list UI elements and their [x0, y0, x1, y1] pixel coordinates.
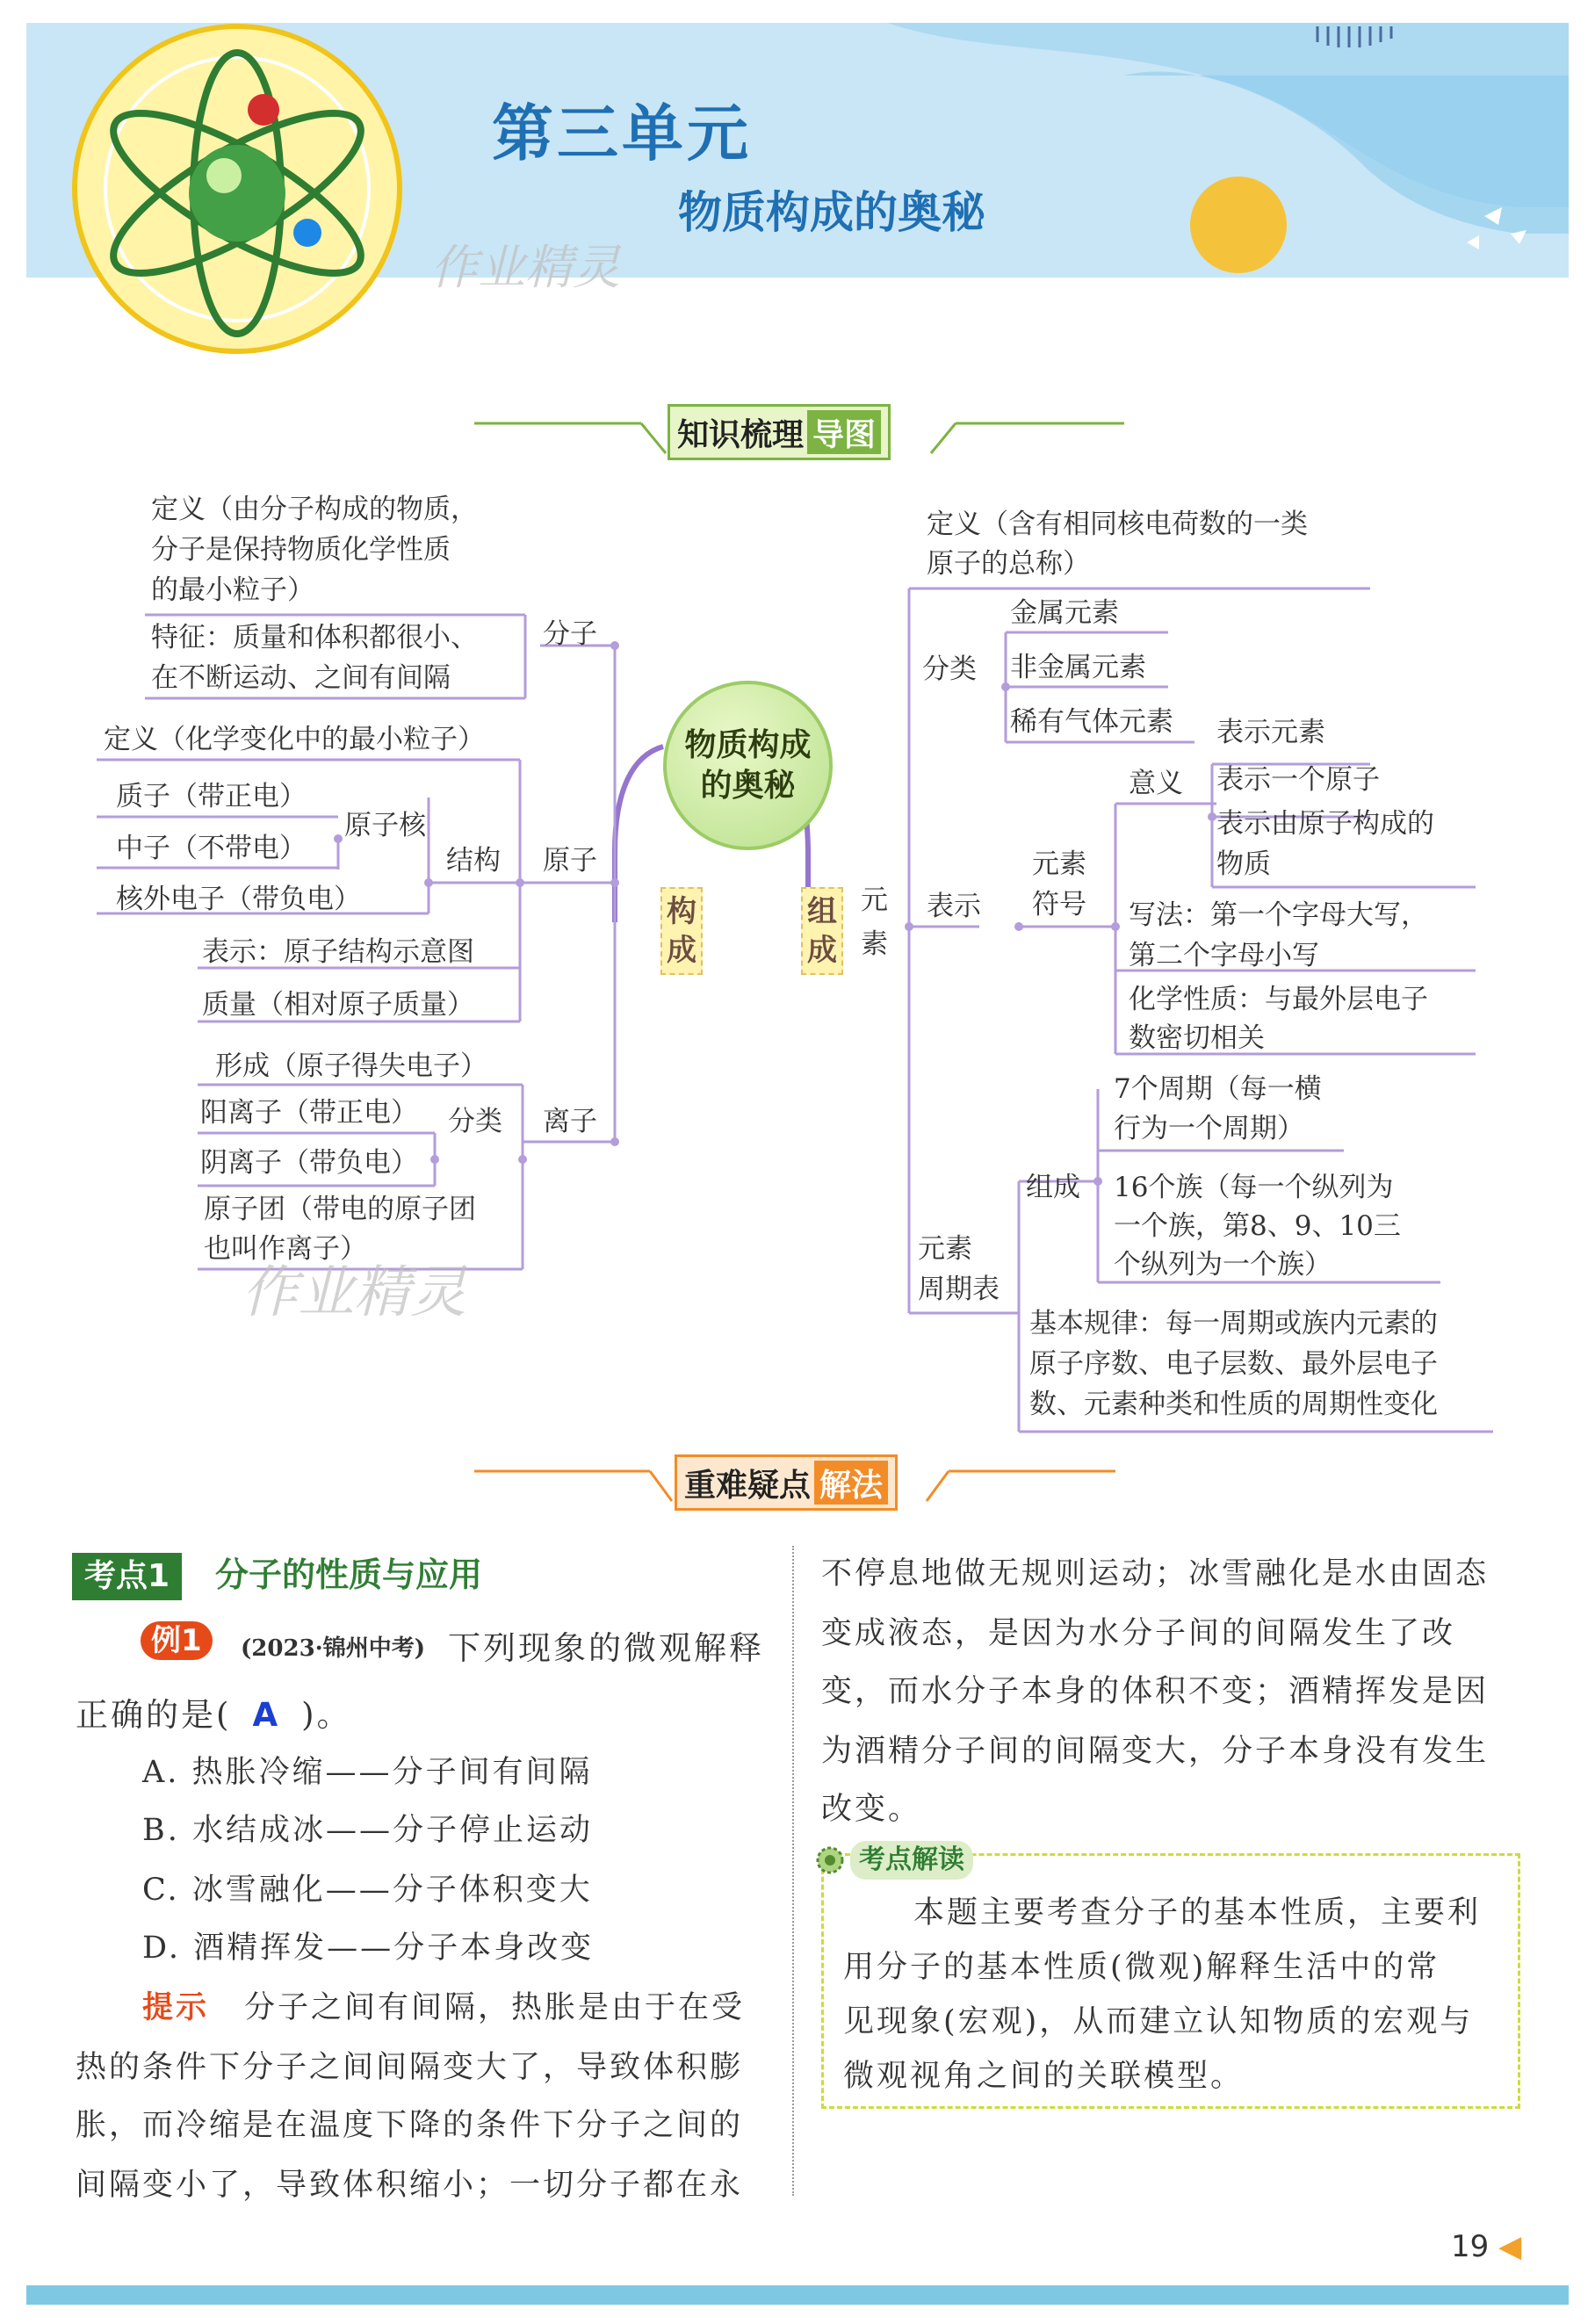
kaodian-title: 分子的性质与应用	[215, 1555, 483, 1594]
tag-compose: 组成	[801, 887, 843, 975]
molecule-def-1: 定义（由分子构成的物质，	[151, 494, 478, 525]
law-text-1: 基本规律：每一周期或族内元素的	[1029, 1308, 1438, 1339]
cation-text: 阳离子（带正电）	[200, 1097, 418, 1129]
element-symbol-1: 元素	[1032, 848, 1086, 880]
molecule-feature-2: 在不断运动、之间有间隔	[151, 662, 451, 694]
meaning-substance-2: 物质	[1216, 848, 1271, 880]
nucleus-node: 原子核	[344, 810, 426, 841]
question-line-1: 下列现象的微观解释	[448, 1629, 764, 1667]
molecule-def-3: 的最小粒子）	[151, 574, 314, 606]
chemical-property-2: 数密切相关	[1129, 1022, 1265, 1054]
interpretation-label: 考点解读	[850, 1841, 973, 1880]
element-representation: 表示	[927, 891, 981, 922]
mindmap-center-node: 物质构成的奥秘	[663, 681, 833, 850]
element-symbol-2: 符号	[1032, 889, 1086, 920]
proton-text: 质子（带正电）	[116, 781, 307, 812]
unit-subtitle: 物质构成的奥秘	[678, 187, 985, 238]
tag-constitute: 构成	[660, 887, 703, 975]
answer-cont-4: 为酒精分子间的间隔变大，分子本身没有发生	[821, 1734, 1490, 1769]
noble-gas-element: 稀有气体元素	[1010, 706, 1173, 738]
question-line-2: 正确的是( A )。	[76, 1696, 352, 1734]
molecule-node: 分子	[543, 618, 597, 650]
metal-element: 金属元素	[1010, 597, 1119, 629]
molecule-def-2: 分子是保持物质化学性质	[151, 534, 451, 566]
watermark-2: 作业精灵	[242, 1260, 466, 1325]
symbol-meaning: 意义	[1129, 768, 1183, 799]
ion-formation: 形成（原子得失电子）	[215, 1050, 487, 1082]
radical-text-1: 原子团（带电的原子团	[204, 1194, 476, 1225]
nonmetal-element: 非金属元素	[1010, 652, 1146, 683]
kaodian-badge: 考点1	[72, 1553, 182, 1600]
watermark: 作业精灵	[430, 240, 620, 295]
element-node: 元素	[861, 884, 888, 960]
atom-mass: 质量（相对原子质量）	[202, 989, 474, 1021]
bottom-bar	[26, 2285, 1569, 2305]
periods-text-2: 行为一个周期）	[1114, 1113, 1304, 1144]
example-source: (2023·锦州中考)	[241, 1635, 426, 1662]
hint-line-4: 间隔变小了，导致体积缩小；一切分子都在永	[76, 2168, 744, 2203]
unit-title: 第三单元	[492, 97, 752, 170]
answer-cont-1: 不停息地做无规则运动；冰雪融化是水由固态	[821, 1556, 1490, 1591]
periods-text-1: 7个周期（每一横	[1114, 1073, 1322, 1105]
hint-line-3: 胀，而冷缩是在温度下降的条件下分子之间的	[76, 2108, 744, 2143]
page-number: 19 ◀	[1451, 2229, 1522, 2264]
law-text-2: 原子序数、电子层数、最外层电子	[1029, 1348, 1438, 1380]
electron-text: 核外电子（带负电）	[116, 884, 361, 915]
option-a: A. 热胀冷缩——分子间有间隔	[142, 1755, 593, 1790]
option-c: C. 冰雪融化——分子体积变大	[142, 1873, 593, 1908]
answer-cont-5: 改变。	[821, 1792, 922, 1827]
periodic-table-1: 元素	[918, 1233, 972, 1265]
writing-rule-2: 第二个字母小写	[1129, 940, 1319, 971]
ion-classification: 分类	[448, 1106, 502, 1137]
ion-node: 离子	[543, 1106, 597, 1137]
structure-node: 结构	[446, 845, 501, 877]
radical-text-2: 也叫作离子）	[204, 1233, 367, 1265]
mindmap-title-text: 知识梳理	[677, 416, 805, 453]
difficulties-title-text: 重难疑点	[684, 1467, 812, 1504]
hint-line-1: 提示 分子之间有间隔，热胀是由于在受	[142, 1990, 746, 2025]
hint-label: 提示	[142, 1990, 210, 2025]
meaning-element: 表示元素	[1216, 717, 1325, 748]
interpretation-line-3: 见现象(宏观)，从而建立认知物质的宏观与	[843, 2004, 1474, 2039]
example-badge: 例1	[141, 1621, 213, 1660]
periodic-composition: 组成	[1026, 1172, 1080, 1203]
meaning-substance-1: 表示由原子构成的	[1216, 808, 1434, 840]
difficulties-title-highlight: 解法	[814, 1461, 888, 1505]
mindmap-title-highlight: 导图	[807, 410, 881, 454]
answer-cont-3: 变，而水分子本身的体积不变；酒精挥发是因	[821, 1674, 1490, 1709]
neutron-text: 中子（不带电）	[116, 833, 307, 864]
option-b: B. 水结成冰——分子停止运动	[142, 1813, 593, 1848]
difficulties-section-title	[675, 1454, 898, 1511]
meaning-atom: 表示一个原子	[1216, 764, 1380, 796]
anion-text: 阴离子（带负电）	[200, 1147, 418, 1179]
atom-representation: 表示：原子结构示意图	[202, 936, 474, 968]
interpretation-line-1: 本题主要考查分子的基本性质，主要利	[913, 1895, 1482, 1931]
interpretation-line-4: 微观视角之间的关联模型。	[843, 2059, 1245, 2094]
answer-text: A	[252, 1696, 281, 1734]
atom-node: 原子	[543, 845, 597, 877]
groups-text-2: 一个族，第8、9、10三	[1114, 1210, 1401, 1242]
interpretation-line-2: 用分子的基本性质(微观)解释生活中的常	[843, 1950, 1440, 1985]
answer-cont-2: 变成液态，是因为水分子间的间隔发生了改	[821, 1616, 1456, 1651]
element-classification: 分类	[922, 653, 977, 685]
chemical-property-1: 化学性质：与最外层电子	[1129, 984, 1428, 1015]
column-divider	[792, 1546, 794, 2196]
option-d: D. 酒精挥发——分子本身改变	[142, 1931, 595, 1966]
groups-text-3: 个纵列为一个族）	[1114, 1249, 1332, 1281]
periodic-table-2: 周期表	[918, 1274, 1000, 1305]
element-def-2: 原子的总称）	[927, 548, 1090, 580]
element-def-1: 定义（含有相同核电荷数的一类	[927, 509, 1308, 540]
atom-def: 定义（化学变化中的最小粒子）	[104, 724, 485, 755]
writing-rule-1: 写法：第一个字母大写，	[1129, 899, 1428, 931]
gear-icon	[812, 1843, 848, 1878]
law-text-3: 数、元素种类和性质的周期性变化	[1029, 1389, 1438, 1420]
groups-text-1: 16个族（每一个纵列为	[1114, 1172, 1394, 1203]
hint-line-2: 热的条件下分子之间间隔变大了，导致体积膨	[76, 2050, 744, 2085]
molecule-feature-1: 特征：质量和体积都很小、	[151, 622, 478, 653]
